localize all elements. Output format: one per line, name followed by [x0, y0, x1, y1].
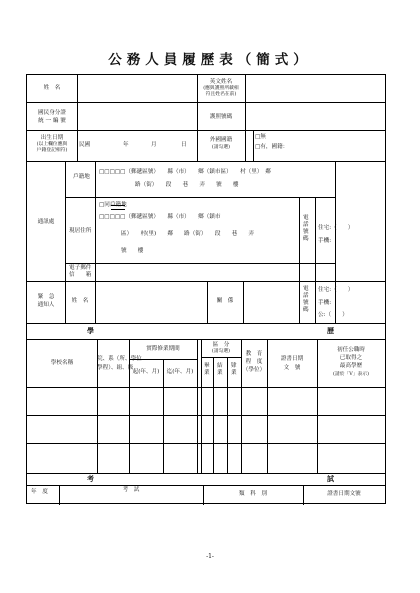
category-header: 區 分 — [212, 342, 230, 348]
residence-address-label: 現居住所 — [69, 228, 92, 234]
certificate-number-header: 文 號 — [283, 365, 301, 371]
graduated-header: 畢業 — [204, 363, 210, 376]
exam-heading: 試 — [327, 474, 334, 483]
id-number-label: 統 一 編 號 — [38, 118, 66, 124]
department-header: 院、系（所、學位 — [97, 356, 142, 362]
emergency-name-label: 姓 名 — [71, 298, 89, 304]
exam-category-header: 類 科 別 — [239, 491, 267, 497]
emergency-office-phone: 公:（ ） — [318, 312, 348, 318]
nationality-has-checkbox[interactable]: □有，國籍： — [255, 144, 289, 150]
education-heading: 歷 — [327, 326, 334, 335]
month-label: 月 — [151, 142, 157, 148]
phone-label: 電話號碼 — [303, 215, 309, 242]
page-title: 公務人員履歷表（簡式） — [108, 52, 312, 68]
certificate-date-header: 證書日期 — [280, 356, 304, 362]
highest-education-header: 初任公職時 — [337, 347, 365, 353]
birth-date-note: 戶籍登記相符) — [36, 148, 68, 153]
english-name-note: 符且姓名在前) — [205, 92, 237, 97]
highest-education-note: (請於「V」表示) — [333, 372, 369, 377]
study-period-header: 實際修業期間 — [146, 346, 180, 352]
study-from-header: 起(年、月) — [132, 369, 160, 375]
exam-year-header: 年 度 — [31, 489, 48, 495]
exam-name-header: 考 試 — [122, 487, 140, 493]
dropped-header: 肄業 — [231, 363, 237, 376]
department-header: 學程）、組、級 — [97, 365, 134, 371]
emergency-mobile-phone: 手機: — [318, 300, 332, 306]
english-name-note: (應與護照所載相 — [203, 86, 239, 91]
mobile-phone-label: 手機: — [318, 238, 332, 244]
degree-header: 程 度 — [245, 359, 263, 365]
residence-address-line-1: □□□□□（郵遞區號） 縣（市） 鄉（鎮市 — [99, 214, 221, 220]
home-phone-label: 住宅:（ ） — [318, 225, 354, 231]
residence-address-line-2: 區） 村(里) 鄰 路（街） 段 巷 弄 — [121, 231, 255, 237]
roc-label: 民國 — [79, 142, 91, 148]
household-address-line-2: 路（街） 段 巷 弄 號 樓 — [135, 182, 239, 188]
name-label: 姓 名 — [43, 85, 61, 91]
nationality-none-checkbox[interactable]: □無 — [255, 134, 266, 140]
emergency-home-phone: 住宅:（ ） — [318, 287, 354, 293]
degree-header: 教 育 — [245, 351, 263, 357]
english-name-label: 英文姓名 — [209, 79, 233, 85]
degree-header: （學位） — [242, 367, 266, 373]
passport-label: 護照號碼 — [209, 114, 233, 120]
residence-address-line-3: 號 樓 — [121, 248, 144, 254]
emergency-contact-label: 通知人 — [37, 302, 55, 308]
highest-education-header: 最高學歷 — [339, 363, 363, 369]
school-name-header: 學校名稱 — [50, 360, 74, 366]
emergency-contact-label: 緊 急 — [37, 294, 55, 300]
foreign-nationality-note: (請勾選) — [211, 145, 231, 150]
household-address-label: 戶籍地 — [73, 174, 90, 180]
day-label: 日 — [181, 142, 187, 148]
mailing-address-label: 通訊處 — [37, 219, 55, 225]
email-label: 電子郵件 — [69, 265, 92, 271]
exam-heading: 考 — [87, 474, 94, 483]
foreign-nationality-label: 外國國籍 — [209, 137, 233, 143]
same-as-household-checkbox[interactable]: □同戶籍地 — [99, 202, 127, 208]
category-note: (請勾選) — [211, 349, 231, 354]
year-label: 年 — [123, 142, 129, 148]
study-to-header: 迄(年、月) — [166, 369, 194, 375]
completed-header: 結業 — [217, 363, 223, 376]
highest-education-header: 已取得之 — [339, 355, 363, 361]
emergency-phone-label: 電話號碼 — [303, 286, 309, 313]
relation-label: 關 係 — [216, 298, 234, 304]
id-number-label: 國民身分證 — [38, 110, 66, 116]
page-number: -1- — [206, 553, 214, 560]
birth-date-label: 出生日期 — [40, 135, 64, 141]
resume-form — [26, 74, 386, 504]
birth-date-note: (以上欄位應與 — [36, 142, 68, 147]
exam-certificate-header: 證書日期文號 — [327, 491, 361, 497]
household-address-line-1: □□□□□（郵遞區號） 縣（市） 鄉（鎮市區） 村（里） 鄰 — [99, 169, 271, 175]
email-label: 信 箱 — [69, 272, 92, 278]
education-heading: 學 — [87, 326, 94, 335]
